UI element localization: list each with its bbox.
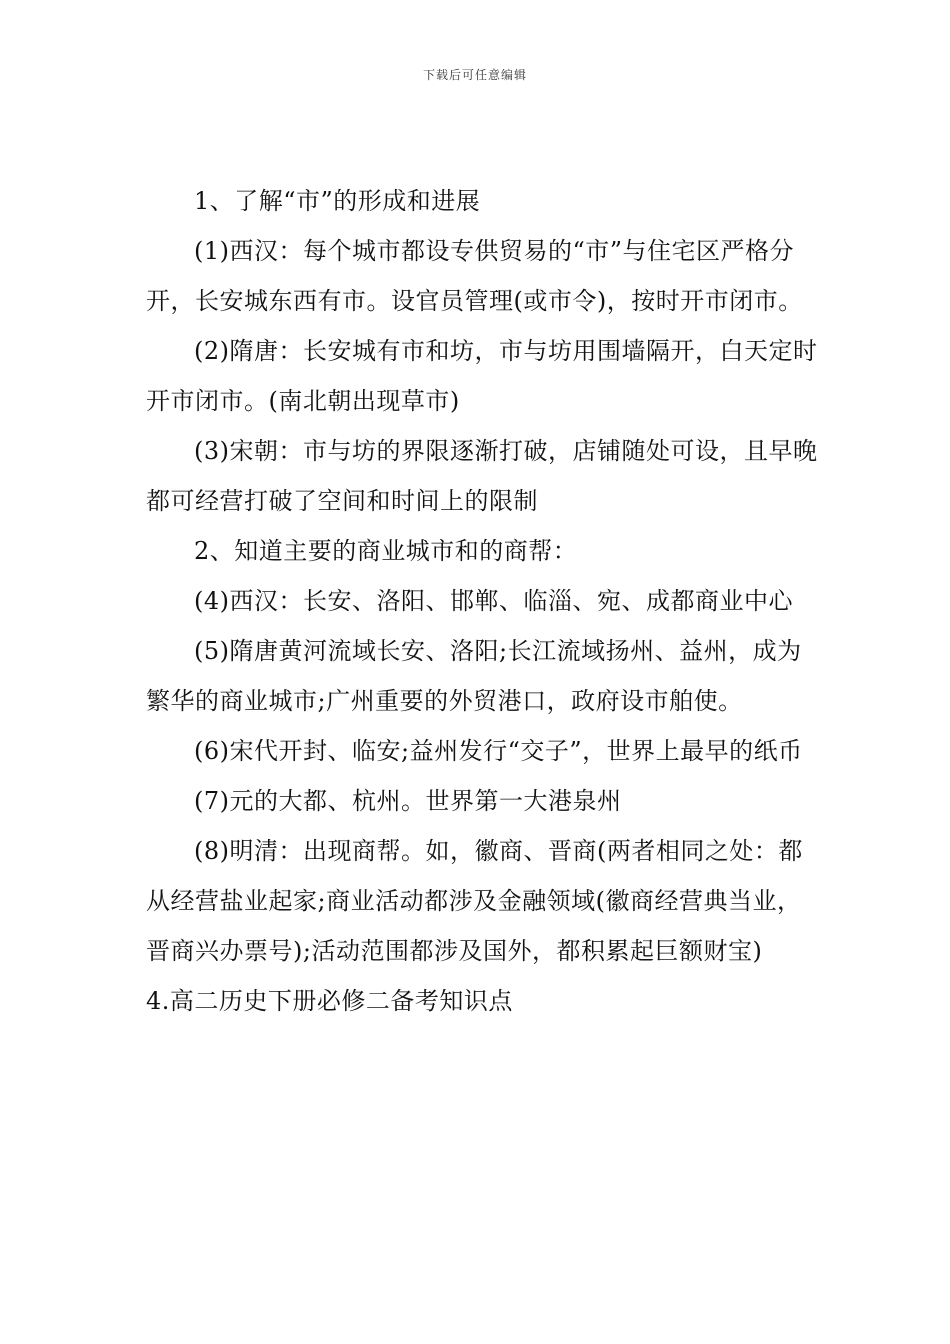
paragraph-sui-tang-cities: (5)隋唐黄河流域长安、洛阳;长江流域扬州、益州，成为繁华的商业城市;广州重要的外贸港口，政府设市舶使。 — [146, 637, 802, 715]
paragraph-sui-tang: (2)隋唐：长安城有市和坊，市与坊用围墙隔开，白天定时开市闭市。(南北朝出现草市) — [146, 337, 818, 415]
paragraph-song-cities: (6)宋代开封、临安;益州发行“交子”，世界上最早的纸币 — [194, 737, 803, 765]
section-heading-1: 1、了解“市”的形成和进展 — [194, 187, 481, 215]
page-header: 下载后可任意编辑 — [422, 68, 527, 82]
paragraph-western-han: (1)西汉：每个城市都设专供贸易的“市”与住宅区严格分开，长安城东西有市。设官员管理(或市令)，按时开市闭市。 — [146, 237, 803, 315]
paragraph-ming-qing: (8)明清：出现商帮。如，徽商、晋商(两者相同之处：都从经营盐业起家;商业活动都涉及金融领域(徽商经营典当业，晋商兴办票号);活动范围都涉及国外，都积累起巨额财宝) — [146, 837, 803, 965]
paragraph-song: (3)宋朝：市与坊的界限逐渐打破，店铺随处可设，且早晚都可经营打破了空间和时间上的限制 — [146, 437, 818, 515]
paragraph-western-han-cities: (4)西汉：长安、洛阳、邯郸、临淄、宛、成都商业中心 — [194, 587, 793, 615]
paragraph-yuan-cities: (7)元的大都、杭州。世界第一大港泉州 — [194, 787, 622, 815]
section-heading-4: 4.高二历史下册必修二备考知识点 — [146, 987, 513, 1015]
section-heading-2: 2、知道主要的商业城市和的商帮： — [194, 537, 578, 565]
document-body — [146, 176, 818, 1026]
